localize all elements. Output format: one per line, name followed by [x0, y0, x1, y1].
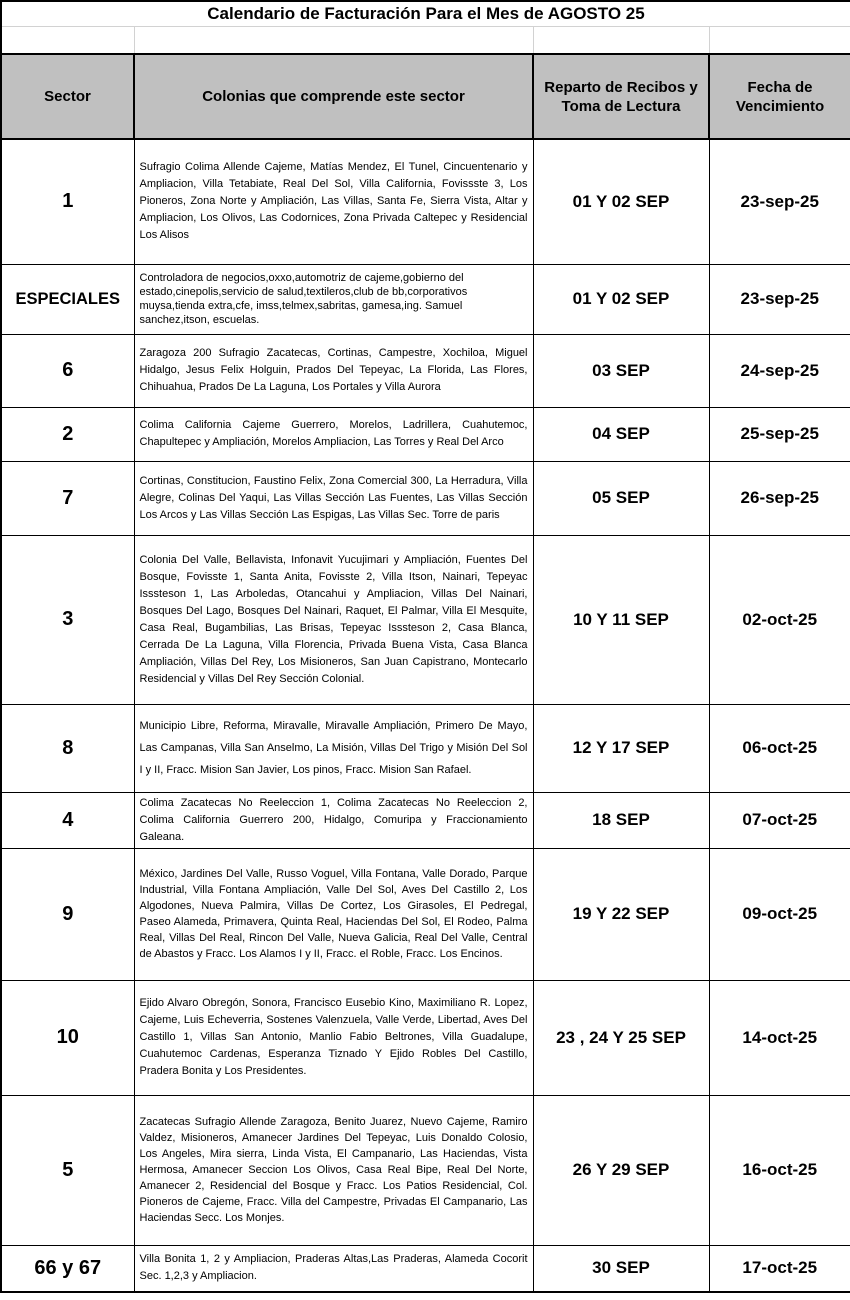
sector-cell: 6	[1, 334, 134, 407]
reparto-cell: 30 SEP	[533, 1245, 709, 1292]
page-title: Calendario de Facturación Para el Mes de AGOSTO 25	[1, 1, 850, 27]
vencimiento-cell: 24-sep-25	[709, 334, 850, 407]
colonias-cell: Colima California Cajeme Guerrero, Morelos, Ladrillera, Cuahutemoc, Chapultepec y Ampliación, Morelos Ampliacion, Las Torres y Real Del Arco	[134, 407, 533, 461]
spacer-cell	[533, 27, 709, 55]
vencimiento-cell: 26-sep-25	[709, 461, 850, 535]
colonias-cell: Sufragio Colima Allende Cajeme, Matías Mendez, El Tunel, Cincuentenario y Ampliacion, Villa Tetabiate, Real Del Sol, Villa California, Fovissste 3, Los Pioneros, Zona Norte y Ampliación, Las Villas, Santa Fe, Sierra Vista, Altar y Ampliacion, Los Olivos, Las Codornices, Zona Privada Caltepec y Residencial Los Alisos	[134, 139, 533, 264]
reparto-cell: 19 Y 22 SEP	[533, 848, 709, 980]
sector-cell: 9	[1, 848, 134, 980]
sector-cell: 3	[1, 535, 134, 704]
sector-cell: 4	[1, 792, 134, 848]
table-row	[1, 848, 850, 980]
sector-cell: 7	[1, 461, 134, 535]
colonias-cell: México, Jardines Del Valle, Russo Voguel, Villa Fontana, Valle Dorado, Parque Industrial, Villa Fontana Ampliación, Valle Del Sol, Aves Del Castillo 2, Los Algodones, Nueva Palmira, Villas De Cortez, Los Girasoles, El Pedregal, Paseo Alameda, Primavera, Quinta Real, Haciendas Del Sol, El Rodeo, Palma Real, Villas Del Real, Rincon Del Valle, Nueva Galicia, Real Del Valle, Central de Abastos y Fracc. Los Alamos I y II, Fracc. el Roble, Fracc. Los Encinos.	[134, 848, 533, 980]
header-reparto: Reparto de Recibos y Toma de Lectura	[533, 54, 709, 139]
reparto-cell: 03 SEP	[533, 334, 709, 407]
sector-cell: 8	[1, 704, 134, 792]
reparto-cell: 26 Y 29 SEP	[533, 1095, 709, 1245]
vencimiento-cell: 07-oct-25	[709, 792, 850, 848]
table-row	[1, 334, 850, 407]
vencimiento-cell: 16-oct-25	[709, 1095, 850, 1245]
table-row	[1, 704, 850, 792]
table-row	[1, 461, 850, 535]
reparto-cell: 10 Y 11 SEP	[533, 535, 709, 704]
colonias-cell: Zaragoza 200 Sufragio Zacatecas, Cortinas, Campestre, Xochiloa, Miguel Hidalgo, Jesus Felix Holguin, Prados Del Tepeyac, La Florida, Las Flores, Chihuahua, Prados De La Laguna, Los Portales y Villa Aurora	[134, 334, 533, 407]
header-sector: Sector	[1, 54, 134, 139]
reparto-cell: 05 SEP	[533, 461, 709, 535]
table-row	[1, 1095, 850, 1245]
table-row	[1, 407, 850, 461]
table-row	[1, 535, 850, 704]
table-row	[1, 980, 850, 1095]
sector-cell: 1	[1, 139, 134, 264]
table-row	[1, 139, 850, 264]
sector-cell: 66 y 67	[1, 1245, 134, 1292]
table-row	[1, 792, 850, 848]
sector-cell: 10	[1, 980, 134, 1095]
header-vencimiento: Fecha de Vencimiento	[709, 54, 850, 139]
reparto-cell: 18 SEP	[533, 792, 709, 848]
colonias-cell: Colonia Del Valle, Bellavista, Infonavit Yucujimari y Ampliación, Fuentes Del Bosque, Fovisste 1, Santa Anita, Fovisste 2, Villa Itson, Nainari, Tepeyac Isssteson 1, Las Arboledas, Otancahui y Ampliacion, Villas Del Nainari, Bosques Del Lago, Bosques Del Nainari, Raquet, El Palmar, Villa El Mesquite, Casa Real, Bugambilias, Las Brisas, Tepeyac Isssteson 2, Casa Blanca, Cerrada De La Laguna, Villa Florencia, Privada Buena Vista, Casa Blanca Ampliación, Villas Del Rey, Los Misioneros, San Juan Capistrano, Montecarlo Residencial y Villas Del Rey Sección Colonial.	[134, 535, 533, 704]
spacer-cell	[1, 27, 134, 55]
spacer-cell	[709, 27, 850, 55]
vencimiento-cell: 09-oct-25	[709, 848, 850, 980]
header-row	[1, 54, 850, 139]
header-colonias: Colonias que comprende este sector	[134, 54, 533, 139]
colonias-cell: Villa Bonita 1, 2 y Ampliacion, Praderas Altas,Las Praderas, Alameda Cocorit Sec. 1,2,3 y Ampliacion.	[134, 1245, 533, 1292]
colonias-cell: Zacatecas Sufragio Allende Zaragoza, Benito Juarez, Nuevo Cajeme, Ramiro Valdez, Misioneros, Amanecer Jardines Del Tepeyac, Luis Donaldo Colosio, Los Angeles, Mira sierra, Linda Vista, El Campanario, Las Haciendas, Vista Hermosa, Amanecer Seccion Los Olivos, Casa Real Bipe, Real Del Norte, Amanecer 2, Residencial del Bosque y Fracc. Los Patios Residencial, Col. Pioneros de Cajeme, Fracc. Villa del Campestre, Privadas El Campanario, Las Haciendas Secc. Los Monjes.	[134, 1095, 533, 1245]
vencimiento-cell: 17-oct-25	[709, 1245, 850, 1292]
vencimiento-cell: 14-oct-25	[709, 980, 850, 1095]
reparto-cell: 23 , 24 Y 25 SEP	[533, 980, 709, 1095]
vencimiento-cell: 02-oct-25	[709, 535, 850, 704]
reparto-cell: 04 SEP	[533, 407, 709, 461]
table-row	[1, 1245, 850, 1292]
vencimiento-cell: 25-sep-25	[709, 407, 850, 461]
colonias-cell: Colima Zacatecas No Reeleccion 1, Colima Zacatecas No Reeleccion 2, Colima California Guerrero 200, Hidalgo, Comuripa y Fraccionamiento Galeana.	[134, 792, 533, 848]
vencimiento-cell: 23-sep-25	[709, 264, 850, 334]
colonias-cell: Cortinas, Constitucion, Faustino Felix, Zona Comercial 300, La Herradura, Villa Alegre, Colinas Del Yaqui, Las Villas Sección Las Fuentes, Las Villas Sección Los Arcos y Las Villas Sección Las Espigas, Las Villas Sec. Torre de paris	[134, 461, 533, 535]
sector-cell: ESPECIALES	[1, 264, 134, 334]
spacer-row	[1, 27, 850, 55]
colonias-cell: Municipio Libre, Reforma, Miravalle, Miravalle Ampliación, Primero De Mayo, Las Campanas, Villa San Anselmo, La Misión, Villas Del Trigo y Misión Del Sol I y II, Fracc. Mision San Javier, Los pinos, Fracc. Mision San Rafael.	[134, 704, 533, 792]
sector-cell: 5	[1, 1095, 134, 1245]
reparto-cell: 12 Y 17 SEP	[533, 704, 709, 792]
table-row	[1, 264, 850, 334]
title-row	[1, 1, 850, 27]
sector-cell: 2	[1, 407, 134, 461]
colonias-cell: Ejido Alvaro Obregón, Sonora, Francisco Eusebio Kino, Maximiliano R. Lopez, Cajeme, Luis Echeverria, Sostenes Valenzuela, Valle Verde, Libertad, Aves Del Castillo 1, Villas San Antonio, Manlio Fabio Beltrones, Villa Guadalupe, Cuahutemoc Cardenas, Esperanza Tiznado Y Ejido Robles Del Castillo, Pradera Bonita y Los Presidentes.	[134, 980, 533, 1095]
reparto-cell: 01 Y 02 SEP	[533, 139, 709, 264]
vencimiento-cell: 23-sep-25	[709, 139, 850, 264]
vencimiento-cell: 06-oct-25	[709, 704, 850, 792]
reparto-cell: 01 Y 02 SEP	[533, 264, 709, 334]
spacer-cell	[134, 27, 533, 55]
table-body	[1, 139, 850, 1292]
colonias-cell: Controladora de negocios,oxxo,automotriz de cajeme,gobierno del estado,cinepolis,servicio de salud,textileros,club de bb,corporativos muysa,tienda extra,cfe, imss,telmex,sabritas, gamesa,ing. Samuel sanchez,itson, escuelas.	[134, 264, 533, 334]
